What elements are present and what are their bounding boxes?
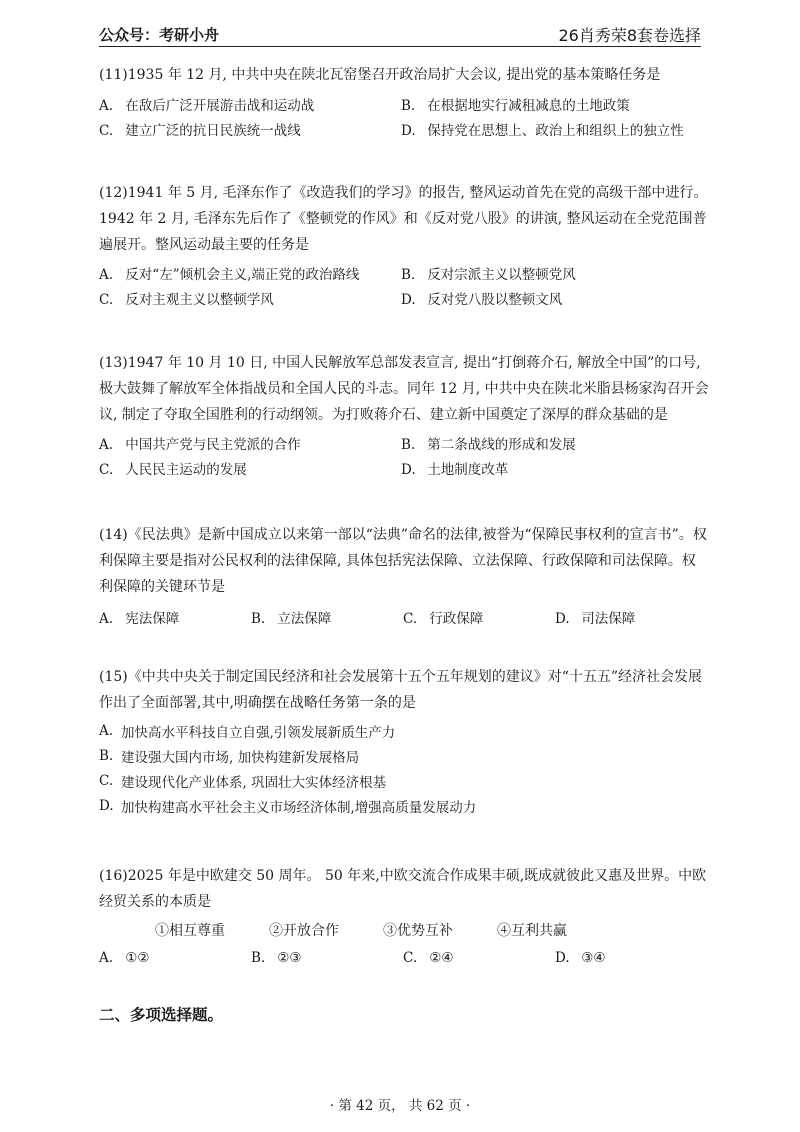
option-a: A. ①② — [99, 950, 150, 966]
option-a: A. 加快高水平科技自立自强,引领发展新质生产力 — [99, 722, 396, 741]
option-b: B. 反对宗派主义以整顿党风 — [401, 266, 576, 283]
section-title: 二、多项选择题。 — [99, 1006, 224, 1024]
option-d: D. ③④ — [555, 950, 606, 966]
statement-3: ③优势互补 — [383, 923, 453, 939]
statement-2: ②开放合作 — [269, 923, 339, 939]
option-d: D. 反对党八股以整顿文风 — [401, 291, 563, 308]
option-c: C. 反对主观主义以整顿学风 — [99, 291, 274, 308]
question-15 — [99, 664, 709, 818]
option-a: A. 宪法保障 — [99, 611, 180, 627]
option-a: A. 在敌后广泛开展游击战和运动战 — [99, 97, 315, 114]
header-account-label: 公众号：考研小舟 — [99, 26, 220, 44]
option-c: C. 人民民主运动的发展 — [99, 461, 247, 478]
option-b: B. ②③ — [251, 950, 302, 966]
question-11 — [99, 62, 709, 141]
question-16 — [99, 863, 709, 971]
page-header — [99, 20, 701, 47]
option-c: C. ②④ — [403, 950, 454, 966]
option-b: B. 在根据地实行减租减息的土地政策 — [401, 97, 630, 114]
option-d: D. 加快构建高水平社会主义市场经济体制,增强高质量发展动力 — [99, 797, 477, 816]
statement-1: ①相互尊重 — [155, 923, 225, 939]
question-stem: (14)《民法典》是新中国成立以来第一部以“法典”命名的法律,被誉为“保障民事权利的宣言书”。权利保障主要是指对公民权利的法律保障, 具体包括宪法保障、立法保障、行政保障和司法保障。权利保障的关键环节是 — [99, 527, 707, 595]
option-b: B. 建设强大国内市场, 加快构建新发展格局 — [99, 747, 360, 766]
option-c: C. 建立广泛的抗日民族统一战线 — [99, 122, 301, 139]
question-12 — [99, 180, 709, 310]
header-doc-title: 26肖秀荣8套卷选择 — [558, 26, 701, 45]
page-number: · 第 42 页， 共 62 页 · — [329, 1098, 471, 1114]
question-13 — [99, 350, 709, 480]
question-stem: (13)1947 年 10 月 10 日, 中国人民解放军总部发表宣言, 提出“打倒蒋介石, 解放全中国”的口号,极大鼓舞了解放军全体指战员和全国人民的斗志。同年 12 月, 中共中央在陕北米脂县杨家沟召开会议, 制定了夺取全国胜利的行动纲领。为打败蒋介石、建立新中国奠定了深厚的群众基础的是 — [99, 355, 709, 423]
statement-list — [99, 915, 709, 945]
question-stem: (16)2025 年是中欧建交 50 周年。 50 年来,中欧交流合作成果丰硕,既成就彼此又惠及世界。中欧经贸关系的本质是 — [99, 868, 707, 910]
option-d: D. 保持党在思想上、政治上和组织上的独立性 — [401, 122, 684, 139]
option-a: A. 中国共产党与民主党派的合作 — [99, 436, 301, 453]
option-a: A. 反对“左”倾机会主义,端正党的政治路线 — [99, 266, 360, 283]
option-b: B. 立法保障 — [251, 611, 332, 627]
question-stem: (12)1941 年 5 月, 毛泽东作了《改造我们的学习》的报告, 整风运动首先在党的高级干部中进行。1942 年 2 月, 毛泽东先后作了《整顿党的作风》和《反对党八股》的讲演, 整风运动在全党范围普遍展开。整风运动最主要的任务是 — [99, 185, 708, 253]
option-c: C. 行政保障 — [403, 611, 484, 627]
option-c: C. 建设现代化产业体系, 巩固壮大实体经济根基 — [99, 772, 387, 791]
statement-4: ④互利共赢 — [497, 923, 567, 939]
option-b: B. 第二条战线的形成和发展 — [401, 436, 576, 453]
question-stem: (15)《中共中央关于制定国民经济和社会发展第十五个五年规划的建议》对“十五五”经济社会发展作出了全面部署,其中,明确摆在战略任务第一条的是 — [99, 669, 703, 711]
option-d: D. 司法保障 — [555, 611, 636, 627]
question-14 — [99, 522, 709, 630]
question-stem: (11)1935 年 12 月, 中共中央在陕北瓦窑堡召开政治局扩大会议, 提出党的基本策略任务是 — [99, 67, 661, 83]
option-d: D. 土地制度改革 — [401, 461, 509, 478]
